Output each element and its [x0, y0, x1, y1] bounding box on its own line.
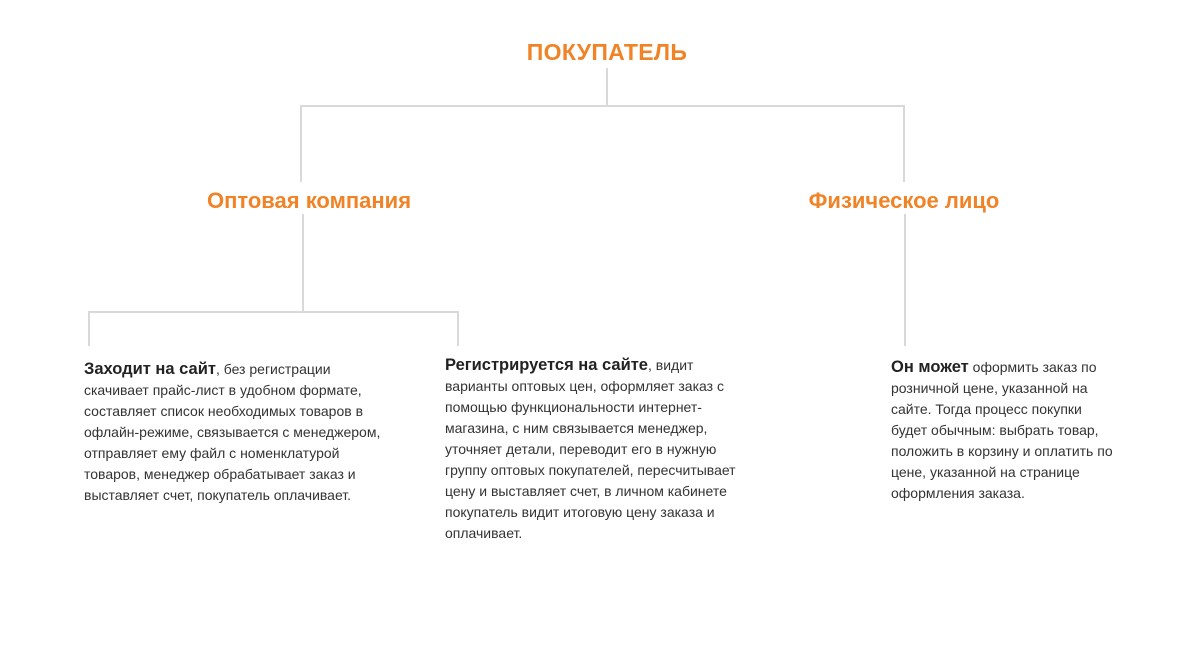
- branch-wholesale-title: Оптовая компания: [206, 188, 412, 213]
- branch-individual-title: Физическое лицо: [808, 188, 1000, 213]
- leaf-register-lead: Регистрируется на сайте: [445, 356, 648, 374]
- leaf-register-text: , видит варианты оптовых цен, оформляет заказ с помощью функциональности интернет-магазина, с ним связывается менеджер, уточняет детали, переводит его в нужную группу оптовых покупателей, пересчитывает цену и выставляет счет, в личном кабинете покупатель видит итоговую цену заказа и оплачивает.: [445, 357, 736, 541]
- root-node-title: ПОКУПАТЕЛЬ: [526, 39, 688, 65]
- leaf-visit-site-description: [84, 359, 394, 506]
- leaf-register-description: [445, 355, 745, 544]
- leaf-visit-site-text: , без регистрации скачивает прайс-лист в удобном формате, составляет список необходимых товаров в офлайн-режиме, связывается с менеджером, отправляет ему файл с номенклатурой товаров, менеджер обрабатывает заказ и выставляет счет, покупатель оплачивает.: [84, 361, 381, 503]
- leaf-individual-order-text: оформить заказ по розничной цене, указанной на сайте. Тогда процесс покупки будет обычным: выбрать товар, положить в корзину и оплатить по цене, указанной на странице оформления заказа.: [891, 359, 1113, 501]
- leaf-individual-order-description: [891, 357, 1116, 504]
- leaf-visit-site-lead: Заходит на сайт: [84, 360, 216, 378]
- leaf-individual-order-lead: Он может: [891, 358, 969, 376]
